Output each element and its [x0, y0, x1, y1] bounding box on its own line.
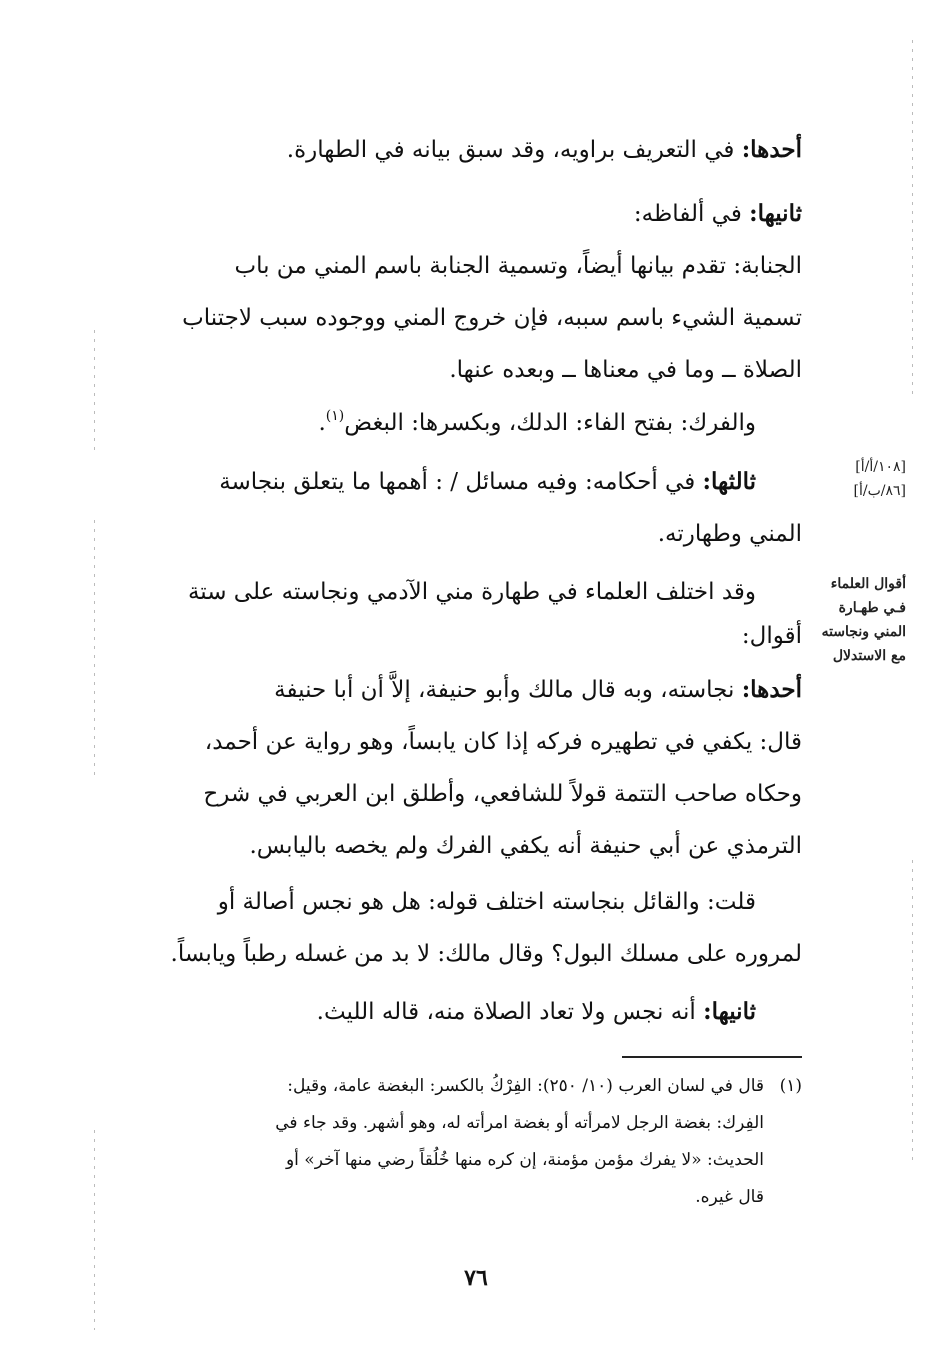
scan-artifact	[94, 520, 95, 780]
margin-title-line: فـي طهـارة	[838, 600, 906, 616]
footnote-number: (١)	[779, 1076, 802, 1096]
text-line: الصلاة ــ وما في معناها ــ وبعده عنها.	[449, 357, 802, 383]
paragraph-lead: أحدها:	[741, 136, 802, 163]
paragraph-7	[130, 664, 802, 872]
text-line: قلت: والقائل بنجاسته اختلف قوله: هل هو نجس أصالة أو	[217, 889, 756, 915]
text-line: نجاسته، وبه قال مالك وأبو حنيفة، إلاَّ أن أبا حنيفة	[274, 677, 735, 703]
footnote-separator	[622, 1056, 802, 1058]
footnote-line: الفِرك: بغضة الرجل لامرأته أو بغضة امرأته له، وهو أشهر. وقد جاء في	[275, 1113, 764, 1133]
text-line: والفرك: بفتح الفاء: الدلك، وبكسرها: البغض	[344, 410, 756, 436]
paragraph-lead: ثانيها:	[749, 200, 802, 227]
scan-artifact	[94, 1130, 95, 1330]
footnote-line: قال غيره.	[695, 1187, 764, 1207]
text-line: تسمية الشيء باسم سببه، فإن خروج المني ووجوده سبب لاجتناب	[182, 305, 802, 331]
footnote-line: الحديث: «لا يفرك مؤمن مؤمنة، إن كره منها خُلُقاً رضي منها آخر» أو	[285, 1150, 764, 1170]
scan-artifact	[912, 860, 913, 1160]
text-line: الترمذي عن أبي حنيفة أنه يكفي الفرك ولم يخصه باليابس.	[249, 833, 802, 859]
margin-title-line: المني ونجاسته	[821, 624, 906, 640]
text-line: الجنابة: تقدم بيانها أيضاً، وتسمية الجنابة باسم المني من باب	[234, 253, 802, 279]
manuscript-ref: [٨٦/ب/أ]	[853, 483, 906, 499]
paragraph-6	[130, 566, 802, 662]
paragraph-4	[130, 390, 802, 442]
text-line: المني وطهارته.	[657, 521, 802, 547]
text-line: وحكاه صاحب التتمة قولاً للشافعي، وأطلق ابن العربي في شرح	[203, 781, 802, 807]
text-line: وقد اختلف العلماء في طهارة مني الآدمي ونجاسته على ستة	[187, 579, 756, 605]
paragraph-3	[130, 240, 802, 396]
footnote-line: قال في لسان العرب (١٠/ ٢٥٠): الفِرْكُ بالكسر: البغضة عامة، وقيل:	[287, 1076, 764, 1096]
paragraph-9	[130, 986, 802, 1038]
text-line: في التعريف براويه، وقد سبق بيانه في الطهارة.	[286, 137, 735, 163]
text-line: .	[318, 410, 326, 436]
text-line: قال: يكفي في تطهيره فركه إذا كان يابساً، وهو رواية عن أحمد،	[204, 729, 802, 755]
footnote	[130, 1068, 802, 1216]
paragraph-1	[130, 124, 802, 176]
footnote-ref: (١)	[325, 408, 345, 424]
paragraph-lead: ثالثها:	[702, 468, 756, 495]
paragraph-lead: أحدها:	[741, 676, 802, 703]
text-line: أنه نجس ولا تعاد الصلاة منه، قاله الليث.	[316, 999, 696, 1025]
paragraph-5	[130, 456, 802, 560]
margin-title-line: مع الاستدلال	[832, 648, 906, 664]
paragraph-lead: ثانيها:	[703, 998, 756, 1025]
margin-side-title	[810, 572, 906, 668]
text-line: في ألفاظه:	[633, 201, 742, 227]
scan-artifact	[94, 330, 95, 450]
text-line: أقوال:	[741, 623, 802, 649]
manuscript-ref: [١٠٨/أ/أ]	[855, 459, 906, 475]
paragraph-2	[130, 188, 802, 240]
page-number: ٧٦	[464, 1265, 488, 1291]
margin-title-line: أقوال العلماء	[830, 576, 906, 592]
scan-artifact	[912, 40, 913, 400]
text-line: لمروره على مسلك البول؟ وقال مالك: لا بد من غسله رطباً ويابساً.	[170, 941, 802, 967]
text-line: في أحكامه: وفيه مسائل / : أهمها ما يتعلق بنجاسة	[219, 469, 696, 495]
paragraph-8	[130, 876, 802, 980]
